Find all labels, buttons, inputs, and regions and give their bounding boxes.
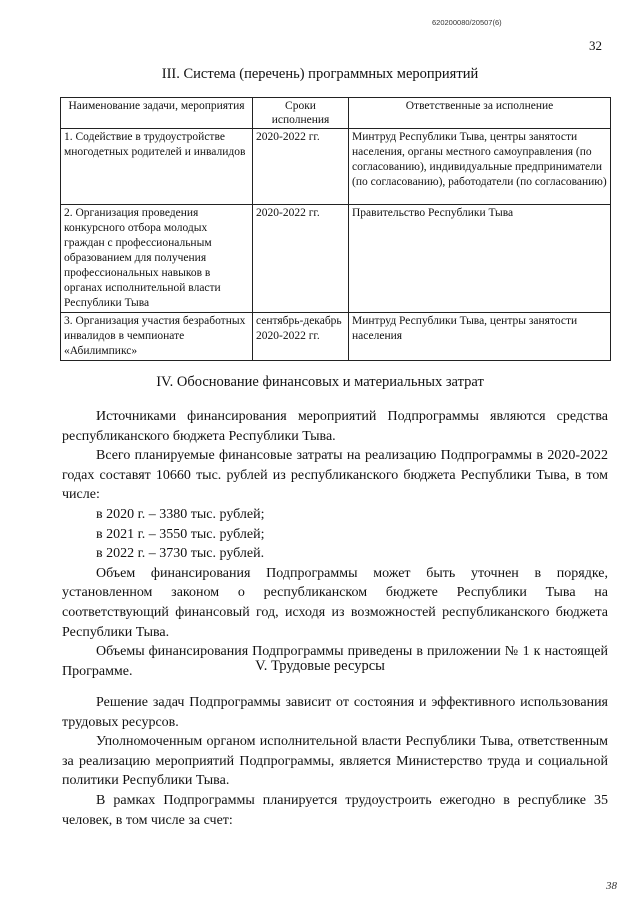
column-header-name: Наименование задачи, мероприятия — [61, 98, 253, 129]
financing-year-2021: в 2021 г. – 3550 тыс. рублей; — [96, 526, 265, 542]
row-3-responsible: Минтруд Республики Тыва, центры занятости населения — [349, 313, 611, 361]
labor-paragraph-3: В рамках Подпрограммы планируется трудоустроить ежегодно в республике 35 человек, в том числе за счет: — [62, 792, 608, 828]
financing-total-paragraph: Всего планируемые финансовые затраты на реализацию Подпрограммы в 2020-2022 годах составят 10660 тыс. рублей из республиканского бюджета Республики Тыва, в том числе: — [62, 448, 608, 503]
program-measures-table — [60, 97, 611, 361]
table-header-row — [61, 98, 611, 129]
page-number: 32 — [589, 38, 602, 53]
column-header-period: Сроки исполнения — [253, 98, 349, 129]
document-code: 620200080/20507(6) — [432, 18, 502, 27]
labor-resources-text — [62, 693, 608, 830]
row-1-name: 1. Содействие в трудоустройстве многодетных родителей и инвалидов — [61, 129, 253, 205]
row-2-responsible: Правительство Республики Тыва — [349, 205, 611, 313]
row-3-name: 3. Организация участия безработных инвалидов в чемпионате «Абилимпикс» — [61, 313, 253, 361]
financing-text — [62, 407, 608, 681]
financing-adjustment-paragraph: Объем финансирования Подпрограммы может быть уточнен в порядке, установленном законом о республиканском бюджете Республики Тыва на соответствующий финансовый год, исходя из возможностей республиканского бюджета Республики Тыва. — [62, 565, 608, 640]
financing-year-2022: в 2022 г. – 3730 тыс. рублей. — [96, 546, 265, 562]
row-1-responsible: Минтруд Республики Тыва, центры занятости населения, органы местного самоуправления (по согласованию), индивидуальные предприниматели (по согласованию), работодатели (по согласованию) — [349, 129, 611, 205]
table-row — [61, 205, 611, 313]
handwritten-page-mark: 38 — [606, 880, 617, 892]
labor-paragraph-2: Уполномоченным органом исполнительной власти Республики Тыва, ответственным за реализацию мероприятий Подпрограммы, является Министерство труда и социальной политики Республики Тыва. — [62, 734, 608, 789]
row-2-period: 2020-2022 гг. — [253, 205, 349, 313]
column-header-responsible: Ответственные за исполнение — [349, 98, 611, 129]
table-row — [61, 129, 611, 205]
section-5-title: V. Трудовые ресурсы — [255, 658, 385, 674]
financing-year-2020: в 2020 г. – 3380 тыс. рублей; — [96, 506, 265, 522]
financing-appendix-paragraph: Объемы финансирования Подпрограммы приведены в приложении № 1 к настоящей Программе. — [62, 644, 608, 679]
row-3-period: сентябрь-декабрь 2020-2022 гг. — [253, 313, 349, 361]
section-3-title: III. Система (перечень) программных мероприятий — [161, 66, 479, 82]
section-4-title: IV. Обоснование финансовых и материальных затрат — [156, 374, 484, 390]
labor-paragraph-1: Решение задач Подпрограммы зависит от состояния и эффективного использования трудовых ресурсов. — [62, 695, 608, 730]
row-2-name: 2. Организация проведения конкурсного отбора молодых граждан с профессиональным образованием для получения профессиональных навыков в органах исполнительной власти Республики Тыва — [61, 205, 253, 313]
financing-sources-paragraph: Источниками финансирования мероприятий Подпрограммы являются средства республиканского бюджета Республики Тыва. — [62, 409, 608, 444]
row-1-period: 2020-2022 гг. — [253, 129, 349, 205]
table-row — [61, 313, 611, 361]
